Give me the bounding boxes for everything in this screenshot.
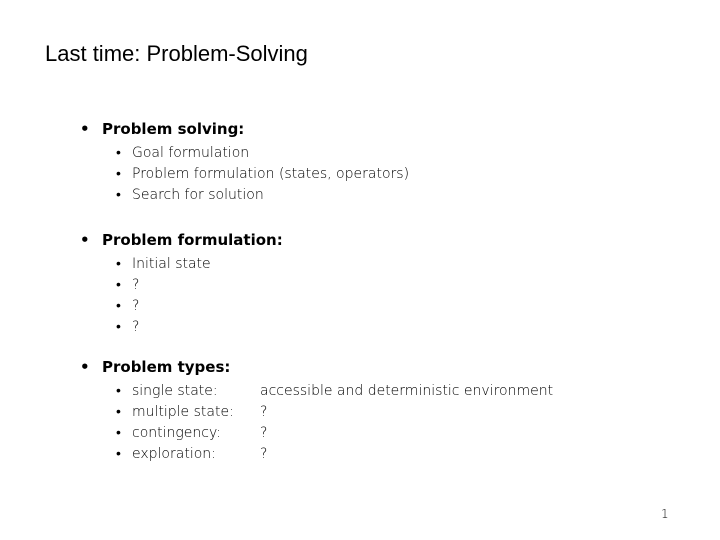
list-item-text: Search for solution bbox=[132, 187, 264, 203]
bullet-icon: • bbox=[116, 319, 121, 335]
list-item-value: ? bbox=[260, 404, 268, 420]
list-item bbox=[116, 402, 266, 423]
list-item-text: ? bbox=[132, 319, 140, 335]
section-problem-types bbox=[80, 356, 554, 465]
bullet-icon: • bbox=[80, 231, 90, 249]
section-heading bbox=[80, 229, 283, 251]
list-item bbox=[116, 444, 266, 465]
list-item-value: ? bbox=[260, 425, 268, 441]
bullet-icon: • bbox=[116, 298, 121, 314]
list-item bbox=[116, 317, 319, 338]
list-item-text: Initial state bbox=[132, 256, 211, 272]
section-heading-text: Problem types: bbox=[102, 358, 231, 376]
section-heading-text: Problem solving: bbox=[102, 120, 245, 138]
bullet-icon: • bbox=[116, 256, 121, 272]
bullet-icon: • bbox=[80, 120, 90, 138]
list-item-label: multiple state: bbox=[132, 404, 234, 420]
bullet-icon: • bbox=[116, 446, 121, 462]
sub-list bbox=[116, 143, 410, 206]
bullet-icon: • bbox=[116, 383, 121, 399]
slide-title: Last time: Problem-Solving bbox=[45, 41, 308, 66]
list-item bbox=[116, 143, 280, 164]
section-problem-formulation bbox=[80, 229, 283, 338]
list-item bbox=[116, 275, 319, 296]
section-heading-text: Problem formulation: bbox=[102, 231, 283, 249]
list-item-value: accessible and deterministic environment bbox=[260, 383, 554, 399]
page-number: 1 bbox=[661, 507, 669, 521]
list-item-text: Problem formulation (states, operators) bbox=[132, 166, 410, 182]
bullet-icon: • bbox=[116, 277, 121, 293]
section-heading bbox=[80, 356, 230, 378]
list-item-text: ? bbox=[132, 277, 140, 293]
list-item-text: Goal formulation bbox=[132, 145, 250, 161]
bullet-icon: • bbox=[116, 145, 121, 161]
sub-list bbox=[116, 254, 319, 338]
list-item bbox=[116, 164, 410, 185]
list-item-label: exploration: bbox=[132, 446, 216, 462]
list-item bbox=[116, 296, 319, 317]
list-item bbox=[116, 381, 554, 402]
section-problem-solving bbox=[80, 118, 410, 206]
list-item-label: contingency: bbox=[132, 425, 221, 441]
list-item bbox=[116, 185, 280, 206]
section-heading bbox=[80, 118, 244, 140]
sub-list bbox=[116, 381, 554, 465]
bullet-icon: • bbox=[116, 166, 121, 182]
list-item-label: single state: bbox=[132, 383, 218, 399]
list-item-value: ? bbox=[260, 446, 268, 462]
bullet-icon: • bbox=[116, 425, 121, 441]
bullet-icon: • bbox=[116, 404, 121, 420]
list-item-text: ? bbox=[132, 298, 140, 314]
list-item bbox=[116, 423, 266, 444]
bullet-icon: • bbox=[116, 187, 121, 203]
list-item bbox=[116, 254, 319, 275]
bullet-icon: • bbox=[80, 358, 90, 376]
